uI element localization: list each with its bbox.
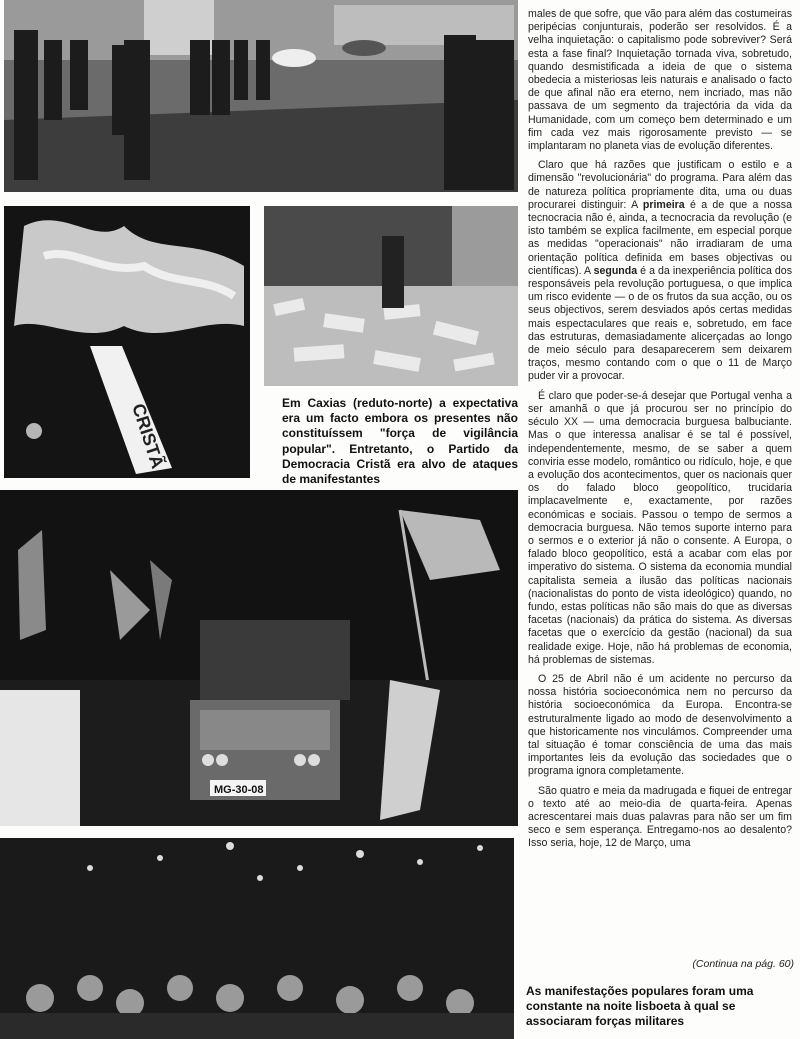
banner-text: CRISTÃ [128,401,168,471]
emphasis-primeira: primeira [642,198,685,211]
article-paragraph: O 25 de Abril não é um acidente no percurso da nossa história socioeconómica nem no percurso da história socioeconómica da Europa. Encontra-se estruturalmente ligado ao modo de desenvolvimento a que historicamente nos vinculámos. Compreender uma tal situação é tomar consciência de uma das mais importantes leis da evolução das sociedades que o programa ignora completamente. [528,672,792,778]
photo-burning-banner [4,206,250,478]
article-column [528,8,792,968]
photo-scattered-papers [264,206,518,386]
article-paragraph: Claro que há razões que justificam o estilo e a dimensão "revolucionária" do programa. Para além das de natureza política propriamente dita, uma ou duas procurarei distinguir: A primeira é a de que a nossa tecnocracia não é, ainda, a tecnocracia da revolução (e isto também se explica facilmente, em especial porque as medidas "operacionais" não irradiaram de uma orientação política definida em bases objectivas ou científicas). A segunda é a da inexperiência política dos responsáveis pela revolução portuguesa, o que implica um risco evidente — o de os frutos da sua acção, ou os seus objectivos, serem desviados após certas medidas mais espectaculares que reais e, sobretudo, em face das estruturas, demasiadamente alicerçadas ao longo de meio século para desaparecerem sem deixarem traços, mesmo contando com o que o 11 de Março puder vir a provocar. [528,159,792,383]
article-paragraph: É claro que poder-se-á desejar que Portugal venha a ser amanhã o que já procurou ser no princípio do século XX — uma democracia burguesa balbuciante. Mas o que interessa analisar é se tal é possível, independentemente, mesmo, de se saber a quem conviria esse modelo, romântico ou ridículo, hoje, e que a evolução dos acontecimentos, quer os nacionais quer os do falado bloco geopolítico, trucidaria implacavelmente e, exactamente, por razões económicas e sociais. Passou o tempo de sermos a democracia burguesa. Não temos suporte interno para o sermos e o exterior já não o consente. A Europa, o falado bloco geopolítico, está a acabar com elas por imperativo do sistema. O sistema da economia mundial capitalista semeia a ilusão das políticas nacionais (nacionalistas do ponto de vista ideológico) quando, no fundo, estas políticas não são mais do que as diversas facetas (nacionais) da prática do sistema. As diversas facetas que o exercício da gestão (nacional) da sua realidade exige. Hoje, não há problemas de economia, há problemas de sistemas. [528,389,792,666]
article-paragraph: São quatro e meia da madrugada e fiquei de entregar o texto até ao meio-dia de quarta-feira. Apenas acrescentarei mais duas palavras para não ser um fim seco e sem esperança. Entregamo-nos ao desalento? Isso seria, hoje, 12 de Março, uma [528,784,792,850]
article-paragraph: males de que sofre, que vão para além das costumeiras peripécias conjunturais, poderão ser resolvidos. É a velha inquietação: o capitalismo pode sobreviver? Será esta a fase final? Inquietação tornada viva, sobretudo, quando desmistificada a ideia de que o sistema obedecia a misteriosas leis naturais e analisado o facto de que afinal não era eterno, nem incriado, mas não passava de um segmento da trajectória da vida da Humanidade, com um começo bem determinado e um fim cada vez mais rigorosamente previsto — se implantaram no planeta vias de evolução diferentes. [528,8,792,153]
continuation-note: (Continua na pág. 60) [692,958,794,970]
photo-demonstration-truck [0,490,518,826]
emphasis-segunda: segunda [593,264,638,277]
license-plate: MG-30-08 [214,784,264,796]
photo-caxias-street [4,0,518,192]
caption-bottom: As manifestações populares foram uma constante na noite lisboeta à qual se associaram forças militares [526,984,754,1028]
photo-night-crowd [0,838,514,1039]
caption-caxias: Em Caxias (reduto-norte) a expectativa era um facto embora os presentes não constituíssem "força de vigilância popular". Entretanto, o Partido da Democracia Cristã era alvo de ataques de manifestantes [282,396,518,487]
